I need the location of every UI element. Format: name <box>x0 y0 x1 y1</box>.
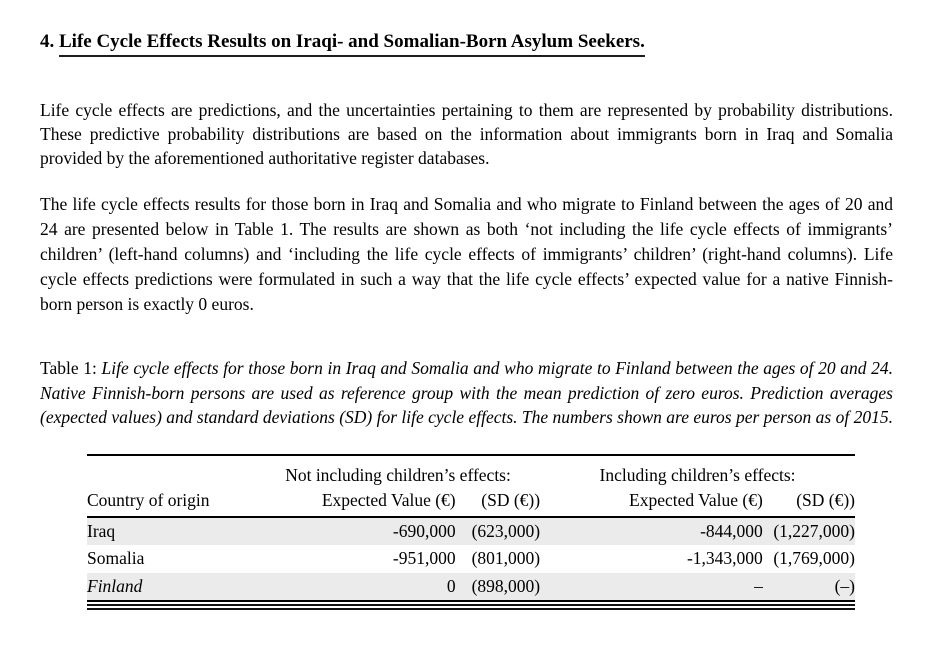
table-caption <box>40 356 893 430</box>
value-cell: (1,227,000) <box>773 520 855 541</box>
section-heading <box>40 30 893 54</box>
table-caption-label: Table 1: <box>40 358 97 378</box>
row-label: Iraq <box>87 520 116 541</box>
group-header-including: Including children’s effects: <box>599 464 796 485</box>
value-cell: -690,000 <box>392 520 456 541</box>
value-cell: – <box>754 575 763 596</box>
value-cell: -844,000 <box>700 520 763 541</box>
table-row-finland <box>87 573 855 601</box>
table-row-iraq <box>87 517 855 545</box>
col-header-expected-value-1: Expected Value (€) <box>321 490 456 510</box>
col-header-expected-value-2: Expected Value (€) <box>629 490 763 510</box>
section-title: Life Cycle Effects Results on Iraqi- and Somalian-Born Asylum Seekers. <box>59 31 645 57</box>
value-cell: (1,769,000) <box>773 548 855 568</box>
paragraph-1: Life cycle effects are predictions, and the uncertainties pertaining to them are represented by probability distributions. These predictive probability distributions are based on the information about immigrants born in Iraq and Somalia provided by the aforementioned authoritative register databases. <box>40 100 893 168</box>
section-number: 4. <box>40 31 55 52</box>
col-header-sd-2: (SD (€)) <box>796 490 855 510</box>
empty-corner-cell <box>87 455 256 486</box>
table-column-header-row <box>87 486 855 517</box>
col-header-country: Country of origin <box>87 490 210 510</box>
table-group-header-row <box>87 455 855 486</box>
results-table <box>87 454 855 610</box>
row-label: Somalia <box>87 548 145 568</box>
value-cell: -1,343,000 <box>686 548 763 568</box>
table-bottom-double-rule <box>87 604 855 610</box>
col-header-sd-1: (SD (€)) <box>481 490 541 510</box>
value-cell: (898,000) <box>471 575 541 596</box>
table-caption-text: Life cycle effects for those born in Iraq and Somalia and who migrate to Finland between the ages of 20 and 24. Native Finnish-born persons are used as reference group with the mean prediction of zero euros. Prediction averages (expected values) and standard deviations (SD) for life cycle effects. The numbers shown are euros per person as of 2015. <box>40 358 894 427</box>
value-cell: -951,000 <box>392 548 456 568</box>
value-cell: 0 <box>446 575 456 596</box>
value-cell: (623,000) <box>471 520 541 541</box>
table-row-somalia <box>87 545 855 573</box>
row-label: Finland <box>87 575 143 596</box>
value-cell: (801,000) <box>471 548 541 568</box>
value-cell: (–) <box>834 575 855 596</box>
group-header-not-including: Not including children’s effects: <box>285 464 511 485</box>
paragraph-2: The life cycle effects results for those born in Iraq and Somalia and who migrate to Finland between the ages of 20 and 24 are presented below in Table 1. The results are shown as both ‘not including the life cycle effects of immigrants’ children’ (left-hand columns) and ‘including the life cycle effects of immigrants’ children’ (right-hand columns). Life cycle effects predictions were formulated in such a way that the life cycle effects’ expected value for a native Finnish-born person is exactly 0 euros. <box>40 194 893 314</box>
